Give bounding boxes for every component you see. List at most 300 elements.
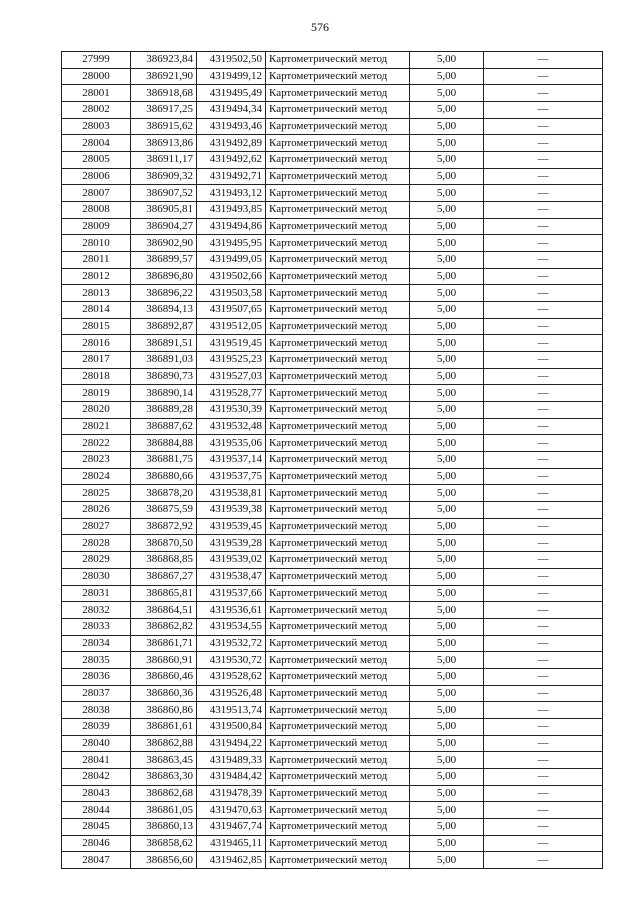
note-cell: — [484, 168, 603, 185]
y-coordinate-cell: 4319492,62 [197, 152, 266, 169]
method-cell: Картометрический метод [266, 268, 410, 285]
method-cell: Картометрический метод [266, 618, 410, 635]
x-coordinate-cell: 386872,92 [131, 518, 197, 535]
table-row [62, 468, 603, 485]
y-coordinate-cell: 4319494,34 [197, 102, 266, 119]
table-row [62, 302, 603, 319]
table-row [62, 552, 603, 569]
x-coordinate-cell: 386860,86 [131, 702, 197, 719]
x-coordinate-cell: 386887,62 [131, 418, 197, 435]
y-coordinate-cell: 4319528,77 [197, 385, 266, 402]
accuracy-cell: 5,00 [410, 135, 484, 152]
note-cell: — [484, 235, 603, 252]
table-row [62, 502, 603, 519]
method-cell: Картометрический метод [266, 102, 410, 119]
note-cell: — [484, 685, 603, 702]
accuracy-cell: 5,00 [410, 52, 484, 69]
table-row [62, 452, 603, 469]
note-cell: — [484, 302, 603, 319]
note-cell: — [484, 602, 603, 619]
point-number-cell: 28043 [62, 785, 131, 802]
x-coordinate-cell: 386902,90 [131, 235, 197, 252]
note-cell: — [484, 435, 603, 452]
x-coordinate-cell: 386894,13 [131, 302, 197, 319]
y-coordinate-cell: 4319495,49 [197, 85, 266, 102]
table-row [62, 585, 603, 602]
table-row [62, 785, 603, 802]
accuracy-cell: 5,00 [410, 785, 484, 802]
method-cell: Картометрический метод [266, 335, 410, 352]
x-coordinate-cell: 386856,60 [131, 852, 197, 869]
point-number-cell: 28023 [62, 452, 131, 469]
x-coordinate-cell: 386863,45 [131, 752, 197, 769]
accuracy-cell: 5,00 [410, 618, 484, 635]
note-cell: — [484, 785, 603, 802]
note-cell: — [484, 185, 603, 202]
accuracy-cell: 5,00 [410, 235, 484, 252]
accuracy-cell: 5,00 [410, 768, 484, 785]
accuracy-cell: 5,00 [410, 102, 484, 119]
x-coordinate-cell: 386865,81 [131, 585, 197, 602]
point-number-cell: 28041 [62, 752, 131, 769]
x-coordinate-cell: 386867,27 [131, 568, 197, 585]
method-cell: Картометрический метод [266, 235, 410, 252]
y-coordinate-cell: 4319478,39 [197, 785, 266, 802]
method-cell: Картометрический метод [266, 168, 410, 185]
table-row [62, 168, 603, 185]
accuracy-cell: 5,00 [410, 452, 484, 469]
accuracy-cell: 5,00 [410, 502, 484, 519]
method-cell: Картометрический метод [266, 702, 410, 719]
table-row [62, 352, 603, 369]
note-cell: — [484, 85, 603, 102]
table-row [62, 702, 603, 719]
accuracy-cell: 5,00 [410, 852, 484, 869]
x-coordinate-cell: 386860,91 [131, 652, 197, 669]
method-cell: Картометрический метод [266, 202, 410, 219]
note-cell: — [484, 402, 603, 419]
accuracy-cell: 5,00 [410, 635, 484, 652]
x-coordinate-cell: 386861,61 [131, 718, 197, 735]
x-coordinate-cell: 386861,71 [131, 635, 197, 652]
x-coordinate-cell: 386881,75 [131, 452, 197, 469]
x-coordinate-cell: 386913,86 [131, 135, 197, 152]
note-cell: — [484, 835, 603, 852]
x-coordinate-cell: 386890,73 [131, 368, 197, 385]
point-number-cell: 28013 [62, 285, 131, 302]
note-cell: — [484, 385, 603, 402]
point-number-cell: 28044 [62, 802, 131, 819]
x-coordinate-cell: 386870,50 [131, 535, 197, 552]
accuracy-cell: 5,00 [410, 752, 484, 769]
y-coordinate-cell: 4319495,95 [197, 235, 266, 252]
accuracy-cell: 5,00 [410, 718, 484, 735]
table-row [62, 752, 603, 769]
y-coordinate-cell: 4319534,55 [197, 618, 266, 635]
note-cell: — [484, 352, 603, 369]
method-cell: Картометрический метод [266, 652, 410, 669]
accuracy-cell: 5,00 [410, 435, 484, 452]
x-coordinate-cell: 386918,68 [131, 85, 197, 102]
method-cell: Картометрический метод [266, 68, 410, 85]
method-cell: Картометрический метод [266, 435, 410, 452]
y-coordinate-cell: 4319539,02 [197, 552, 266, 569]
x-coordinate-cell: 386904,27 [131, 218, 197, 235]
note-cell: — [484, 502, 603, 519]
x-coordinate-cell: 386921,90 [131, 68, 197, 85]
table-row [62, 368, 603, 385]
point-number-cell: 28021 [62, 418, 131, 435]
note-cell: — [484, 735, 603, 752]
note-cell: — [484, 252, 603, 269]
method-cell: Картометрический метод [266, 635, 410, 652]
point-number-cell: 28031 [62, 585, 131, 602]
table-row [62, 102, 603, 119]
x-coordinate-cell: 386889,28 [131, 402, 197, 419]
table-row [62, 418, 603, 435]
table-row [62, 652, 603, 669]
point-number-cell: 28007 [62, 185, 131, 202]
method-cell: Картометрический метод [266, 85, 410, 102]
method-cell: Картометрический метод [266, 285, 410, 302]
x-coordinate-cell: 386878,20 [131, 485, 197, 502]
x-coordinate-cell: 386864,51 [131, 602, 197, 619]
accuracy-cell: 5,00 [410, 535, 484, 552]
accuracy-cell: 5,00 [410, 202, 484, 219]
method-cell: Картометрический метод [266, 352, 410, 369]
note-cell: — [484, 135, 603, 152]
accuracy-cell: 5,00 [410, 152, 484, 169]
table-row [62, 768, 603, 785]
y-coordinate-cell: 4319493,46 [197, 118, 266, 135]
y-coordinate-cell: 4319494,22 [197, 735, 266, 752]
accuracy-cell: 5,00 [410, 335, 484, 352]
note-cell: — [484, 452, 603, 469]
x-coordinate-cell: 386923,84 [131, 52, 197, 69]
note-cell: — [484, 485, 603, 502]
y-coordinate-cell: 4319512,05 [197, 318, 266, 335]
accuracy-cell: 5,00 [410, 702, 484, 719]
point-number-cell: 28009 [62, 218, 131, 235]
x-coordinate-cell: 386909,32 [131, 168, 197, 185]
accuracy-cell: 5,00 [410, 118, 484, 135]
method-cell: Картометрический метод [266, 785, 410, 802]
x-coordinate-cell: 386863,30 [131, 768, 197, 785]
table-row [62, 568, 603, 585]
y-coordinate-cell: 4319492,89 [197, 135, 266, 152]
x-coordinate-cell: 386911,17 [131, 152, 197, 169]
y-coordinate-cell: 4319537,66 [197, 585, 266, 602]
point-number-cell: 27999 [62, 52, 131, 69]
method-cell: Картометрический метод [266, 402, 410, 419]
note-cell: — [484, 518, 603, 535]
accuracy-cell: 5,00 [410, 68, 484, 85]
y-coordinate-cell: 4319530,39 [197, 402, 266, 419]
point-number-cell: 28008 [62, 202, 131, 219]
y-coordinate-cell: 4319537,14 [197, 452, 266, 469]
note-cell: — [484, 285, 603, 302]
accuracy-cell: 5,00 [410, 818, 484, 835]
table-row [62, 152, 603, 169]
note-cell: — [484, 335, 603, 352]
y-coordinate-cell: 4319507,65 [197, 302, 266, 319]
point-number-cell: 28006 [62, 168, 131, 185]
y-coordinate-cell: 4319494,86 [197, 218, 266, 235]
accuracy-cell: 5,00 [410, 252, 484, 269]
note-cell: — [484, 852, 603, 869]
method-cell: Картометрический метод [266, 602, 410, 619]
point-number-cell: 28016 [62, 335, 131, 352]
point-number-cell: 28015 [62, 318, 131, 335]
point-number-cell: 28032 [62, 602, 131, 619]
table-row [62, 435, 603, 452]
x-coordinate-cell: 386884,88 [131, 435, 197, 452]
method-cell: Картометрический метод [266, 835, 410, 852]
point-number-cell: 28001 [62, 85, 131, 102]
table-row [62, 635, 603, 652]
accuracy-cell: 5,00 [410, 168, 484, 185]
table-row [62, 135, 603, 152]
note-cell: — [484, 535, 603, 552]
point-number-cell: 28035 [62, 652, 131, 669]
method-cell: Картометрический метод [266, 768, 410, 785]
y-coordinate-cell: 4319470,63 [197, 802, 266, 819]
x-coordinate-cell: 386875,59 [131, 502, 197, 519]
point-number-cell: 28020 [62, 402, 131, 419]
note-cell: — [484, 52, 603, 69]
y-coordinate-cell: 4319538,47 [197, 568, 266, 585]
note-cell: — [484, 102, 603, 119]
x-coordinate-cell: 386880,66 [131, 468, 197, 485]
y-coordinate-cell: 4319503,58 [197, 285, 266, 302]
table-row [62, 802, 603, 819]
table-row [62, 335, 603, 352]
x-coordinate-cell: 386915,62 [131, 118, 197, 135]
point-number-cell: 28030 [62, 568, 131, 585]
x-coordinate-cell: 386860,13 [131, 818, 197, 835]
method-cell: Картометрический метод [266, 485, 410, 502]
note-cell: — [484, 635, 603, 652]
method-cell: Картометрический метод [266, 368, 410, 385]
point-number-cell: 28010 [62, 235, 131, 252]
note-cell: — [484, 768, 603, 785]
accuracy-cell: 5,00 [410, 518, 484, 535]
y-coordinate-cell: 4319519,45 [197, 335, 266, 352]
note-cell: — [484, 802, 603, 819]
accuracy-cell: 5,00 [410, 585, 484, 602]
note-cell: — [484, 585, 603, 602]
point-number-cell: 28034 [62, 635, 131, 652]
x-coordinate-cell: 386890,14 [131, 385, 197, 402]
method-cell: Картометрический метод [266, 135, 410, 152]
method-cell: Картометрический метод [266, 802, 410, 819]
accuracy-cell: 5,00 [410, 418, 484, 435]
note-cell: — [484, 752, 603, 769]
table-row [62, 835, 603, 852]
point-number-cell: 28028 [62, 535, 131, 552]
x-coordinate-cell: 386917,25 [131, 102, 197, 119]
point-number-cell: 28045 [62, 818, 131, 835]
page-number: 576 [311, 20, 329, 34]
x-coordinate-cell: 386896,22 [131, 285, 197, 302]
y-coordinate-cell: 4319502,66 [197, 268, 266, 285]
note-cell: — [484, 818, 603, 835]
point-number-cell: 28037 [62, 685, 131, 702]
y-coordinate-cell: 4319465,11 [197, 835, 266, 852]
table-row [62, 385, 603, 402]
x-coordinate-cell: 386868,85 [131, 552, 197, 569]
x-coordinate-cell: 386862,88 [131, 735, 197, 752]
y-coordinate-cell: 4319500,84 [197, 718, 266, 735]
point-number-cell: 28011 [62, 252, 131, 269]
table-row [62, 602, 603, 619]
y-coordinate-cell: 4319539,45 [197, 518, 266, 535]
x-coordinate-cell: 386892,87 [131, 318, 197, 335]
x-coordinate-cell: 386905,81 [131, 202, 197, 219]
method-cell: Картометрический метод [266, 752, 410, 769]
point-number-cell: 28039 [62, 718, 131, 735]
table-row [62, 685, 603, 702]
accuracy-cell: 5,00 [410, 602, 484, 619]
method-cell: Картометрический метод [266, 302, 410, 319]
method-cell: Картометрический метод [266, 585, 410, 602]
accuracy-cell: 5,00 [410, 352, 484, 369]
table-row [62, 718, 603, 735]
note-cell: — [484, 702, 603, 719]
point-number-cell: 28042 [62, 768, 131, 785]
y-coordinate-cell: 4319537,75 [197, 468, 266, 485]
point-number-cell: 28047 [62, 852, 131, 869]
method-cell: Картометрический метод [266, 668, 410, 685]
table-row [62, 85, 603, 102]
method-cell: Картометрический метод [266, 385, 410, 402]
table-row [62, 252, 603, 269]
table-row [62, 402, 603, 419]
method-cell: Картометрический метод [266, 535, 410, 552]
accuracy-cell: 5,00 [410, 468, 484, 485]
table-row [62, 118, 603, 135]
y-coordinate-cell: 4319532,48 [197, 418, 266, 435]
method-cell: Картометрический метод [266, 252, 410, 269]
method-cell: Картометрический метод [266, 452, 410, 469]
table-row [62, 185, 603, 202]
x-coordinate-cell: 386862,82 [131, 618, 197, 635]
point-number-cell: 28000 [62, 68, 131, 85]
point-number-cell: 28012 [62, 268, 131, 285]
method-cell: Картометрический метод [266, 418, 410, 435]
x-coordinate-cell: 386907,52 [131, 185, 197, 202]
x-coordinate-cell: 386891,51 [131, 335, 197, 352]
method-cell: Картометрический метод [266, 218, 410, 235]
accuracy-cell: 5,00 [410, 302, 484, 319]
point-number-cell: 28024 [62, 468, 131, 485]
accuracy-cell: 5,00 [410, 268, 484, 285]
point-number-cell: 28014 [62, 302, 131, 319]
note-cell: — [484, 618, 603, 635]
table-row [62, 518, 603, 535]
accuracy-cell: 5,00 [410, 802, 484, 819]
y-coordinate-cell: 4319484,42 [197, 768, 266, 785]
accuracy-cell: 5,00 [410, 485, 484, 502]
accuracy-cell: 5,00 [410, 835, 484, 852]
x-coordinate-cell: 386858,62 [131, 835, 197, 852]
method-cell: Картометрический метод [266, 468, 410, 485]
y-coordinate-cell: 4319499,05 [197, 252, 266, 269]
point-number-cell: 28022 [62, 435, 131, 452]
table-row [62, 68, 603, 85]
point-number-cell: 28018 [62, 368, 131, 385]
point-number-cell: 28019 [62, 385, 131, 402]
y-coordinate-cell: 4319536,61 [197, 602, 266, 619]
method-cell: Картометрический метод [266, 518, 410, 535]
accuracy-cell: 5,00 [410, 402, 484, 419]
method-cell: Картометрический метод [266, 118, 410, 135]
y-coordinate-cell: 4319513,74 [197, 702, 266, 719]
accuracy-cell: 5,00 [410, 668, 484, 685]
y-coordinate-cell: 4319528,62 [197, 668, 266, 685]
method-cell: Картометрический метод [266, 735, 410, 752]
point-number-cell: 28025 [62, 485, 131, 502]
accuracy-cell: 5,00 [410, 318, 484, 335]
accuracy-cell: 5,00 [410, 218, 484, 235]
method-cell: Картометрический метод [266, 552, 410, 569]
point-number-cell: 28003 [62, 118, 131, 135]
method-cell: Картометрический метод [266, 718, 410, 735]
method-cell: Картометрический метод [266, 502, 410, 519]
y-coordinate-cell: 4319462,85 [197, 852, 266, 869]
y-coordinate-cell: 4319489,33 [197, 752, 266, 769]
method-cell: Картометрический метод [266, 318, 410, 335]
table-row [62, 818, 603, 835]
coordinates-table [61, 51, 603, 869]
accuracy-cell: 5,00 [410, 568, 484, 585]
table-row [62, 285, 603, 302]
table-row [62, 735, 603, 752]
point-number-cell: 28029 [62, 552, 131, 569]
y-coordinate-cell: 4319535,06 [197, 435, 266, 452]
note-cell: — [484, 552, 603, 569]
y-coordinate-cell: 4319492,71 [197, 168, 266, 185]
accuracy-cell: 5,00 [410, 385, 484, 402]
y-coordinate-cell: 4319538,81 [197, 485, 266, 502]
method-cell: Картометрический метод [266, 152, 410, 169]
note-cell: — [484, 68, 603, 85]
coordinates-table-body [62, 52, 603, 869]
y-coordinate-cell: 4319530,72 [197, 652, 266, 669]
accuracy-cell: 5,00 [410, 652, 484, 669]
method-cell: Картометрический метод [266, 52, 410, 69]
note-cell: — [484, 202, 603, 219]
point-number-cell: 28004 [62, 135, 131, 152]
point-number-cell: 28017 [62, 352, 131, 369]
accuracy-cell: 5,00 [410, 285, 484, 302]
y-coordinate-cell: 4319539,28 [197, 535, 266, 552]
y-coordinate-cell: 4319467,74 [197, 818, 266, 835]
note-cell: — [484, 118, 603, 135]
x-coordinate-cell: 386891,03 [131, 352, 197, 369]
table-row [62, 268, 603, 285]
point-number-cell: 28027 [62, 518, 131, 535]
note-cell: — [484, 318, 603, 335]
x-coordinate-cell: 386899,57 [131, 252, 197, 269]
note-cell: — [484, 152, 603, 169]
y-coordinate-cell: 4319527,03 [197, 368, 266, 385]
method-cell: Картометрический метод [266, 685, 410, 702]
method-cell: Картометрический метод [266, 818, 410, 835]
point-number-cell: 28036 [62, 668, 131, 685]
table-row [62, 668, 603, 685]
accuracy-cell: 5,00 [410, 85, 484, 102]
